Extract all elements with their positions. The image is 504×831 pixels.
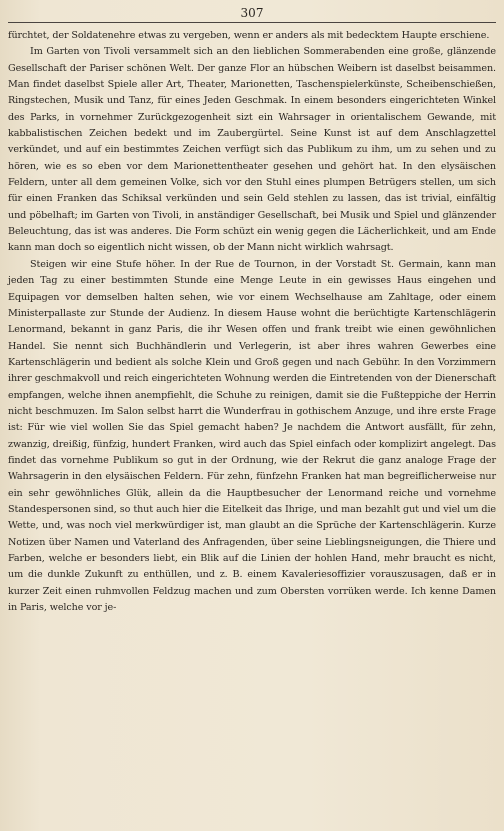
body-text: [8, 28, 496, 616]
paragraph: Steigen wir eine Stufe höher. In der Rue de Tournon, in der Vorstadt St. Germain, kann man jeden Tag zu einer bestimmten Stunde eine Menge Leute in ein gewisses Haus eingehen und Equipagen vor demselben halten sehen, wie vor einem Wechselhause am Zahltage, oder einem Ministerpallaste zur Stunde der Audienz. In diesem Hause wohnt die berüchtigte Kartenschlägerin Lenormand, bekannt in ganz Paris, die ihr Wesen offen und frank treibt wie einen gewöhnlichen Handel. Sie nennt sich Buchhändlerin und Verlegerin, ist aber ihres wahren Gewerbes eine Kartenschlägerin und bedient als solche Klein und Groß gegen und nach Gebühr. In den Vorzimmern ihrer geschmakvoll und reich eingerichteten Wohnung werden die Eintretenden von der Dienerschaft empfangen, welche ihnen anempfiehlt, die Schuhe zu reinigen, damit sie die Fußteppiche der Herrin nicht beschmuzen. Im Salon selbst harrt die Wunderfrau in gothischem Anzuge, und ihre erste Frage ist: Für wie viel wollen Sie das Spiel gemacht haben? Je nachdem die Antwort ausfällt, für zehn, zwanzig, dreißig, fünfzig, hundert Franken, wird auch das Spiel einfach oder komplizirt angelegt. Das findet das vornehme Publikum so gut in der Ordnung, wie der Rekrut die ganz analoge Frage der Wahrsagerin in den elysäischen Feldern. Für zehn, fünfzehn Franken hat man begreiflicherweise nur ein sehr gewöhnliches Glük, allein da die Hauptbesucher der Lenormand reiche und vornehme Standespersonen sind, so thut auch hier die Eitelkeit das Ihrige, und man bezahlt gut und viel um die Wette, und, was noch viel merkwürdiger ist, man glaubt an die Sprüche der Kartenschlägerin. Kurze Notizen über Namen und Vaterland des Anfragenden, über seine Lieblingsneigungen, die Thiere und Farben, welche er besonders liebt, ein Blik auf die Linien der hohlen Hand, mehr braucht es nicht, um die dunkle Zukunft zu enthüllen, und z. B. einem Kavaleriesoffizier vorauszusagen, daß er in kurzer Zeit einen ruhmvollen Feldzug machen und zum Obersten vorrüken werde. Ich kenne Damen in Paris, welche vor je-: [8, 258, 496, 614]
page-number: 307: [240, 6, 264, 20]
header-rule: [8, 22, 496, 23]
paragraph: fürchtet, der Soldatenehre etwas zu vergeben, wenn er anders als mit bedecktem Haupte erschiene.: [8, 30, 490, 41]
paragraph: Im Garten von Tivoli versammelt sich an den lieblichen Sommerabenden eine große, glänzende Gesellschaft der Pariser schönen Welt. Der ganze Flor an hübschen Weibern ist daselbst beisammen. Man findet daselbst Spiele aller Art, Theater, Marionetten, Taschenspielerkünste, Scheibenschießen, Ringstechen, Musik und Tanz, für eines Jeden Geschmak. In einem besonders eingerichteten Winkel des Parks, in vornehmer Zurückgezogenheit sizt ein Wahrsager in orientalischem Gewande, mit kabbalistischen Zeichen bedekt und im Zaubergürtel. Seine Kunst ist auf dem Anschlagzettel verkündet, und auf ein bestimmtes Zeichen verfügt sich das Publikum zu ihm, um zu sehen und zu hören, wie es so eben vor dem Marionettentheater gesehen und gehört hat. In den elysäischen Feldern, unter all dem gemeinen Volke, sich vor den Stuhl eines plumpen Betrügers stellen, um sich für einen Franken das Schiksal verkünden und sein Geld stehlen zu lassen, das ist trivial, einfältig und pöbelhaft; im Garten von Tivoli, in anständiger Gesellschaft, bei Musik und Spiel und glänzender Beleuchtung, das ist was anderes. Die Form schüzt ein wenig gegen die Lächerlichkeit, und am Ende kann man doch so eigentlich nicht wissen, ob der Mann nicht wirklich wahrsagt.: [8, 46, 496, 254]
